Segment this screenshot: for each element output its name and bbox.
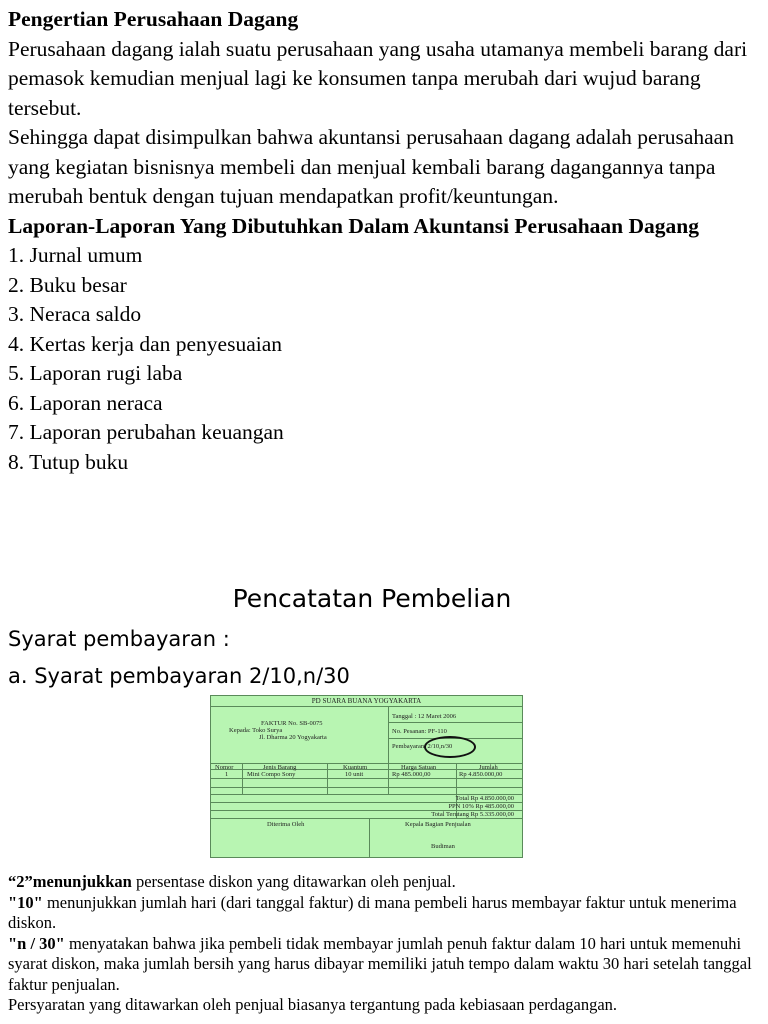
invoice-diterima: Diterima Oleh [267, 821, 305, 828]
note-n30 [8, 934, 760, 996]
list-item: 5. Laporan rugi laba [8, 361, 183, 385]
invoice-total-terutang: Total Terutang Rp 5.335.000,00 [431, 811, 514, 818]
note-2 [8, 872, 760, 893]
invoice-divider [211, 787, 522, 788]
col-header-jenis: Jenis Barang [263, 764, 297, 771]
paragraph-conclusion: Sehingga dapat disimpulkan bahwa akuntansi perusahaan dagang adalah perusahaan yang kegiatan bisnisnya membeli dan menjual kembali barang dagangannya tanpa merubah bentuk dengan tujuan mendapatkan profit/keuntungan. [8, 125, 734, 208]
document-text [8, 5, 760, 477]
invoice-divider [327, 763, 328, 794]
invoice-payment-terms: Pembayaran: 2/10,n/30 [392, 743, 453, 750]
invoice-divider [388, 706, 389, 763]
list-item: 4. Kertas kerja dan penyesuaian [8, 331, 283, 356]
paragraph-definition: Perusahaan dagang ialah suatu perusahaan yang usaha utamanya membeli barang dari pemasok kemudian menjual lagi ke konsumen tanpa merubah dari wujud barang tersebut. [8, 36, 748, 120]
explanation-notes [8, 872, 760, 1016]
row-jenis: Mini Compo Sony [247, 771, 296, 778]
note-2-text: persentase diskon yang ditawarkan oleh penjual. [131, 872, 456, 891]
col-header-jumlah: Jumlah [479, 764, 498, 771]
list-item: 6. Laporan neraca [8, 390, 163, 415]
note-n30-text: menyatakan bahwa jika pembeli tidak membayar jumlah penuh faktur dalam 10 hari untuk memenuhi syarat diskon, maka jumlah bersih yang harus dibayar memiliki jatuh tempo dalam waktu 30 hari setelah tanggal faktur penjualan. [8, 933, 752, 994]
col-header-kuantum: Kuantum [343, 764, 368, 771]
syarat-item-a: a. Syarat pembayaran 2/10,n/30 [8, 664, 350, 688]
note-last: Persyaratan yang ditawarkan oleh penjual biasanya tergantung pada kebiasaan perdagangan. [8, 995, 618, 1014]
list-item: 8. Tutup buku [8, 449, 129, 474]
section-heading-laporan: Laporan-Laporan Yang Dibutuhkan Dalam Akuntansi Perusahaan Dagang [8, 213, 699, 238]
invoice-divider [211, 818, 522, 819]
row-harga: Rp 485.000,00 [392, 771, 431, 778]
syarat-label: Syarat pembayaran : [8, 627, 230, 651]
col-header-nomor: Nomor [215, 764, 234, 771]
row-kuantum: 10 unit [345, 771, 364, 778]
note-10 [8, 893, 760, 934]
highlight-circle [424, 736, 476, 758]
laporan-list [8, 241, 760, 477]
invoice-total: Total Rp 4.850.000,00 [455, 795, 514, 802]
invoice-divider [211, 706, 522, 707]
invoice-number: FAKTUR No. SB-0075 [261, 720, 323, 727]
invoice-company: PD SUARA BUANA YOGYAKARTA [311, 697, 422, 705]
invoice-divider [388, 722, 522, 723]
invoice-ppn: PPN 10% Rp 485.000,00 [448, 803, 514, 810]
list-item: 7. Laporan perubahan keuangan [8, 420, 284, 444]
note-10-text: menunjukkan jumlah hari (dari tanggal faktur) di mana pembeli harus membayar faktur untuk menerima diskon. [8, 892, 737, 932]
invoice-divider [242, 763, 243, 794]
col-header-harga: Harga Satuan [401, 764, 437, 771]
list-item: 1. Jurnal umum [8, 243, 143, 267]
invoice-recipient: Kepada: Toko Surya [229, 727, 283, 734]
slide-title: Pencatatan Pembelian [232, 584, 512, 613]
invoice-signatory: Budiman [431, 843, 455, 850]
invoice-date: Tanggal : 12 Maret 2006 [392, 713, 457, 720]
invoice-image [210, 695, 523, 858]
invoice-divider [369, 818, 370, 858]
invoice-order-number: No. Pesanan: PF-110 [392, 728, 447, 735]
note-n30-key: "n / 30" [8, 933, 65, 953]
invoice-divider [211, 778, 522, 779]
row-jumlah: Rp 4.850.000,00 [459, 771, 503, 778]
note-10-key: "10" [8, 892, 43, 912]
invoice-divider [388, 763, 389, 794]
section-heading-pengertian: Pengertian Perusahaan Dagang [8, 7, 299, 31]
list-item: 3. Neraca saldo [8, 302, 142, 326]
row-nomor: 1 [225, 771, 229, 778]
invoice-address: Jl. Dharma 20 Yogyakarta [259, 734, 327, 741]
invoice-kepala: Kepala Bagian Penjualan [405, 821, 471, 828]
note-2-key: “2”menunjukkan [8, 872, 132, 891]
list-item: 2. Buku besar [8, 272, 127, 297]
